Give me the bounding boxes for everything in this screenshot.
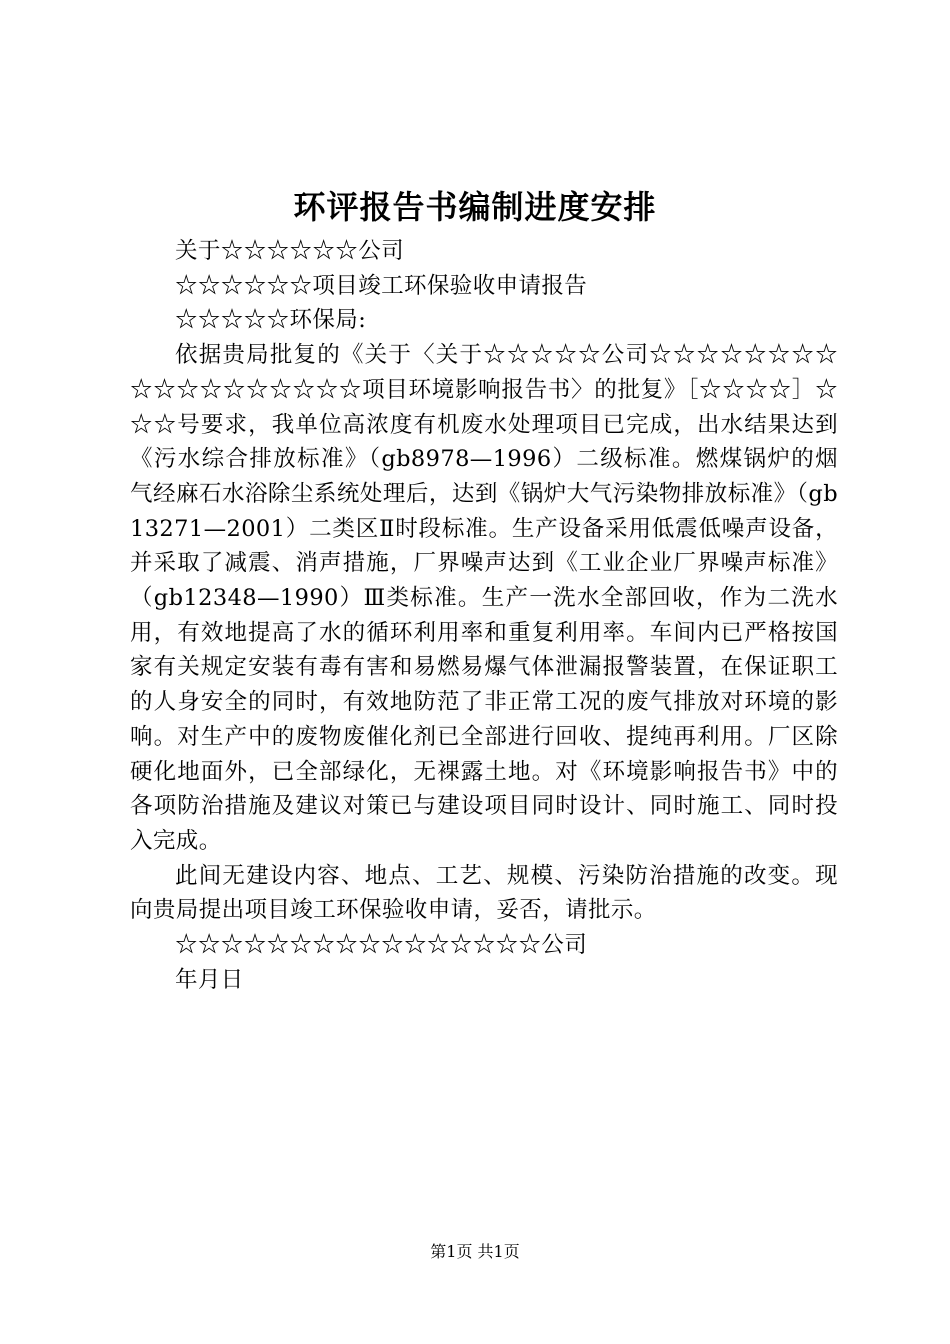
body-paragraph-1: 依据贵局批复的《关于〈关于☆☆☆☆☆公司☆☆☆☆☆☆☆☆☆☆☆☆☆☆☆☆☆☆项目环境影响报告书〉的批复》［☆☆☆☆］☆☆☆号要求，我单位高浓度有机废水处理项目已完成，出水结果达到《污水综合排放标准》（gb8978—1996）二级标准。燃煤锅炉的烟气经麻石水浴除尘系统处理后，达到《锅炉大气污染物排放标准》（gb13271—2001）二类区Ⅱ时段标准。生产设备采用低震低噪声设备，并采取了减震、消声措施，厂界噪声达到《工业企业厂界噪声标准》（gb12348—1990）Ⅲ类标准。生产一洗水全部回收，作为二洗水用，有效地提高了水的循环利用率和重复利用率。车间内已严格按国家有关规定安装有毒有害和易燃易爆气体泄漏报警装置，在保证职工的人身安全的同时，有效地防范了非正常工况的废气排放对环境的影响。对生产中的废物废催化剂已全部进行回收、提纯再利用。厂区除硬化地面外，已全部绿化，无裸露土地。对《环境影响报告书》中的各项防治措施及建议对策已与建设项目同时设计、同时施工、同时投入完成。	[130, 342, 838, 854]
date-line: 年月日	[175, 966, 244, 993]
document-title: 环评报告书编制进度安排	[293, 188, 657, 226]
recipient-company-line: 关于☆☆☆☆☆☆公司	[175, 238, 405, 264]
addressee-line: ☆☆☆☆☆环保局:	[175, 307, 367, 334]
body-paragraph-2: 此间无建设内容、地点、工艺、规模、污染防治措施的改变。现向贵局提出项目竣工环保验收申请，妥否，请批示。	[130, 862, 838, 924]
subject-line: ☆☆☆☆☆☆项目竣工环保验收申请报告	[175, 272, 588, 299]
document-body	[130, 234, 838, 997]
page-footer: 第1页 共1页	[430, 1242, 520, 1261]
signature-company-line: ☆☆☆☆☆☆☆☆☆☆☆☆☆☆☆☆公司	[175, 932, 588, 959]
